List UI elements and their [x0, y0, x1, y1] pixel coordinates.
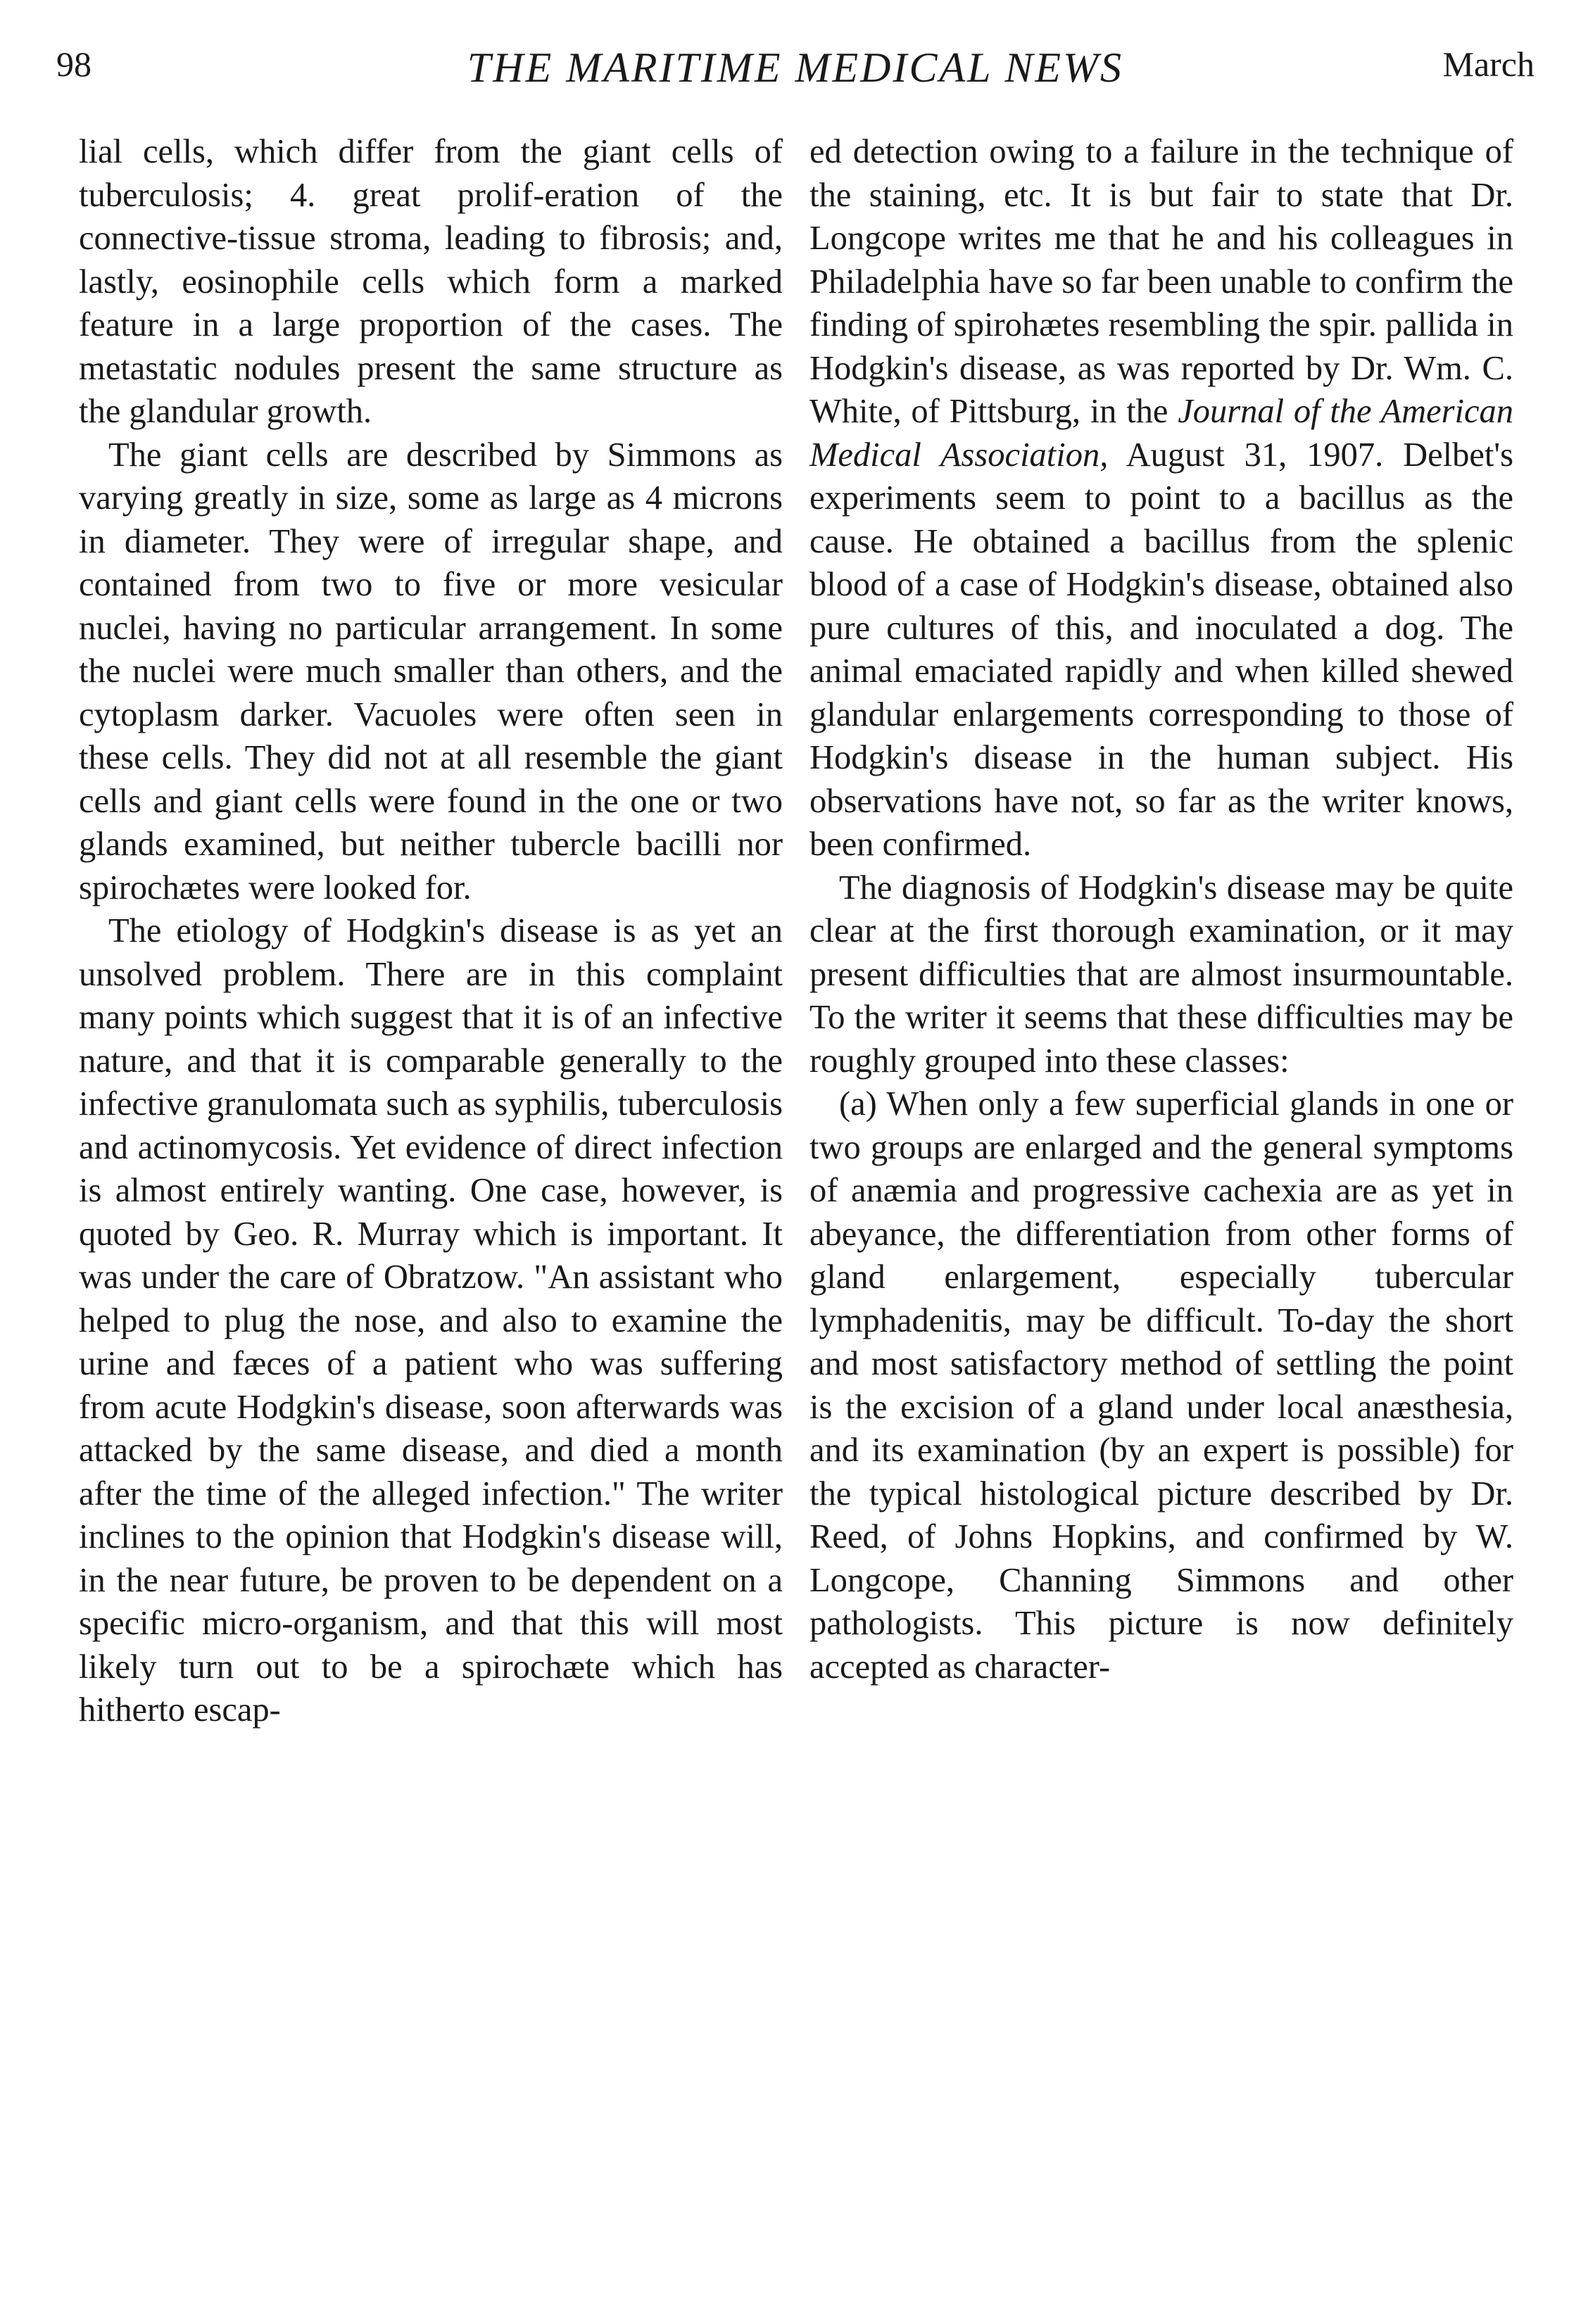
- left-column: [79, 130, 783, 1732]
- paragraph-detection-text-a: ed detection owing to a failure in the technique of the staining, etc. It is but fair to state that Dr. Longcope writes me that he and his colleagues in Philadelphia have so far been unable to confirm the finding of spirohætes resembling the spir. pallida in Hodgkin's disease, as was reported by Dr. Wm. C. White, of Pittsburg, in the: [809, 133, 1513, 430]
- journal-citation: Journal of the American Medical Association,: [809, 393, 1513, 474]
- paragraph-giant-cells: The giant cells are described by Simmons as varying greatly in size, some as large as 4 microns in diameter. They were of irregular shape, and contained from two to five or more vesicular nuclei, having no particular arrangement. In some the nuclei were much smaller than others, and the cytoplasm darker. Vacuoles were often seen in these cells. They did not at all resemble the giant cells and giant cells were found in the one or two glands examined, but neither tubercle bacilli nor spirochætes were looked for.: [79, 436, 783, 907]
- right-column: [809, 130, 1513, 1688]
- running-header: [56, 44, 1535, 100]
- page-number: 98: [56, 44, 92, 84]
- paragraph-detection-text-b: August 31, 1907. Delbet's experiments seem to point to a bacillus as the cause. He obtained a bacillus from the splenic blood of a case of Hodgkin's disease, obtained also pure cultures of this, and inoculated a dog. The animal emaciated rapidly and when killed shewed glandular enlargements corresponding to those of Hodgkin's disease in the human subject. His observations have not, so far as the writer knows, been confirmed.: [809, 436, 1514, 863]
- paragraph-etiology: The etiology of Hodgkin's disease is as yet an unsolved problem. There are in this complaint many points which suggest that it is of an infective nature, and that it is comparable generally to the infective granulomata such as syphilis, tuberculosis and actinomycosis. Yet evidence of direct infection is almost entirely wanting. One case, however, is quoted by Geo. R. Murray which is important. It was under the care of Obratzow. "An assistant who helped to plug the nose, and also to examine the urine and fæces of a patient who was suffering from acute Hodgkin's disease, soon afterwards was attacked by the same disease, and died a month after the time of the alleged infection." The writer inclines to the opinion that Hodgkin's disease will, in the near future, be proven to be dependent on a specific micro-organism, and that this will most likely turn out to be a spirochæte which has hitherto escap-: [79, 912, 783, 1729]
- paragraph-diagnosis: The diagnosis of Hodgkin's disease may be quite clear at the first thorough examination, or it may present difficulties that are almost insurmountable. To the writer it seems that these difficulties may be roughly grouped into these classes:: [809, 869, 1513, 1080]
- journal-title: THE MARITIME MEDICAL NEWS: [467, 44, 1124, 91]
- paragraph-histology-continued: lial cells, which differ from the giant cells of tuberculosis; 4. great prolif-eration of the connective-tissue stroma, leading to fibrosis; and, lastly, eosinophile cells which form a marked feature in a large proportion of the cases. The metastatic nodules present the same structure as the glandular growth.: [79, 133, 783, 430]
- paragraph-class-a: (a) When only a few superficial glands in one or two groups are enlarged and the general symptoms of anæmia and progressive cachexia are as yet in abeyance, the differentiation from other forms of gland enlargement, especially tubercular lymphadenitis, may be difficult. To-day the short and most satisfactory method of settling the point is the excision of a gland under local anæsthesia, and its examination (by an expert is possible) for the typical histological picture described by Dr. Reed, of Johns Hopkins, and confirmed by W. Longcope, Channing Simmons and other pathologists. This picture is now definitely accepted as character-: [809, 1085, 1513, 1686]
- paragraph-detection-continued: [809, 130, 1513, 866]
- issue-month: March: [1442, 44, 1535, 84]
